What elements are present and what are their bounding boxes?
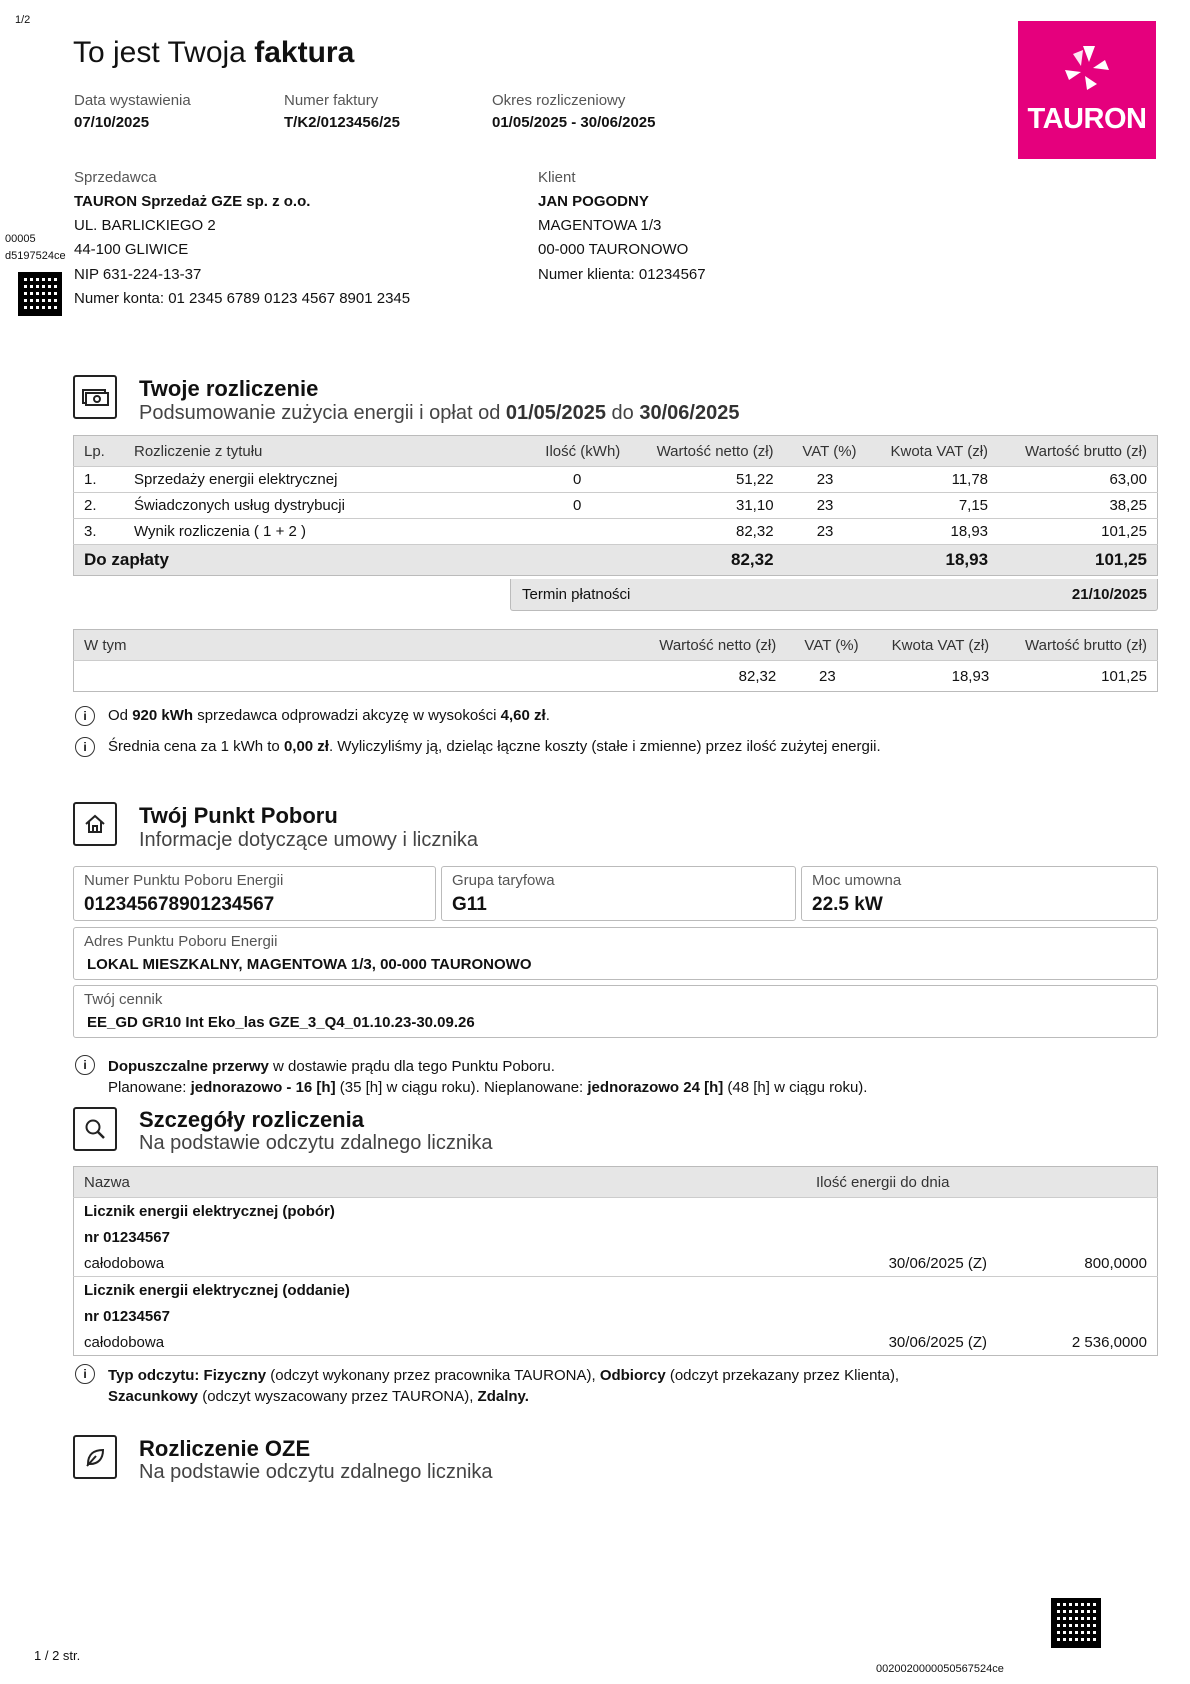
col-vat-amount: Kwota VAT (zł) <box>869 630 1000 661</box>
cell-title: Sprzedaży energii elektrycznej <box>124 467 524 493</box>
cell-title: Świadczonych usług dystrybucji <box>124 493 524 519</box>
cell-vat-rate: 23 <box>784 519 867 545</box>
wtym-header-row <box>74 630 1158 661</box>
meter-value: 800,0000 <box>1084 1254 1147 1272</box>
cell-vat-amount: 11,78 <box>867 467 999 493</box>
datamatrix-code <box>18 272 62 316</box>
table-row <box>74 493 1158 519</box>
power-box <box>801 866 1158 921</box>
seller-nip: NIP 631-224-13-37 <box>74 266 202 283</box>
info-icon: i <box>75 1364 95 1384</box>
total-net: 82,32 <box>630 545 783 576</box>
cell-gross: 101,25 <box>999 661 1157 692</box>
cell-qty <box>524 519 630 545</box>
cell-qty: 0 <box>524 467 630 493</box>
billing-header-row <box>74 436 1158 467</box>
total-label: Do zapłaty <box>74 545 525 576</box>
seller-city: 44-100 GLIWICE <box>74 241 189 258</box>
money-icon <box>73 375 117 419</box>
power-label: Moc umowna <box>812 872 902 889</box>
cell-qty: 0 <box>524 493 630 519</box>
cell-vat-rate: 23 <box>786 661 868 692</box>
meter-number: nr 01234567 <box>84 1228 170 1246</box>
cell-gross: 101,25 <box>998 519 1157 545</box>
table-row <box>74 661 1158 692</box>
cell-title: Wynik rozliczenia ( 1 + 2 ) <box>124 519 524 545</box>
cell-net: 51,22 <box>630 467 783 493</box>
reading-type-info: Typ odczytu: Fizyczny (odczyt wykonany przez pracownika TAURONA), Odbiorcy (odczyt przekazany przez Klienta), Szacunkowy (odczyt wyszacowany przez TAURONA), Zdalny. <box>108 1367 900 1405</box>
table-row <box>74 519 1158 545</box>
page-title: To jest Twoja faktura <box>73 36 355 69</box>
tariff-group: G11 <box>452 894 487 915</box>
footer-page-number: 1 / 2 str. <box>34 1648 81 1663</box>
seller-street: UL. BARLICKIEGO 2 <box>74 217 216 234</box>
cell-vat-amount: 18,93 <box>867 519 999 545</box>
meter-date: 30/06/2025 (Z) <box>888 1333 987 1351</box>
meter-table <box>73 1166 1158 1356</box>
due-date-box <box>510 579 1158 611</box>
ppe-label: Numer Punktu Poboru Energii <box>84 872 284 889</box>
ppe-box <box>73 866 436 921</box>
col-lp: Lp. <box>74 436 125 467</box>
billing-subtitle: Podsumowanie zużycia energii i opłat od 01/05/2025 do 30/06/2025 <box>139 402 740 424</box>
page-marker: 1/2 <box>15 14 31 26</box>
search-icon <box>73 1107 117 1151</box>
billing-title: Twoje rozliczenie <box>139 376 319 401</box>
meter-zone: całodobowa <box>84 1254 165 1272</box>
client-label: Klient <box>538 169 576 186</box>
pricelist-label: Twój cennik <box>84 991 163 1008</box>
point-address: LOKAL MIESZKALNY, MAGENTOWA 1/3, 00-000 TAURONOWO <box>87 956 532 973</box>
meter-date: 30/06/2025 (Z) <box>888 1254 987 1272</box>
cell-lp: 3. <box>74 519 125 545</box>
point-title: Twój Punkt Poboru <box>139 803 338 828</box>
avg-price-info: Średnia cena za 1 kWh to 0,00 zł. Wyliczyliśmy ją, dzieląc łączne koszty (stałe i zmienne) przez ilość zużytej energii. <box>108 738 881 755</box>
contract-power: 22.5 kW <box>812 894 883 915</box>
col-name: Nazwa <box>74 1167 795 1198</box>
oze-title: Rozliczenie OZE <box>139 1436 311 1461</box>
invoice-number: T/K2/0123456/25 <box>284 114 400 131</box>
meter-nr-row <box>74 1303 1158 1329</box>
meter-name: Licznik energii elektrycznej (pobór) <box>74 1198 1158 1225</box>
info-icon: i <box>75 706 95 726</box>
meter-value: 2 536,0000 <box>1071 1333 1147 1351</box>
cell-vat-rate: 23 <box>784 493 867 519</box>
tauron-logo <box>1018 21 1156 159</box>
seller-account: Numer konta: 01 2345 6789 0123 4567 8901 2345 <box>74 290 411 307</box>
col-vat-rate: VAT (%) <box>786 630 868 661</box>
col-net: Wartość netto (zł) <box>630 436 783 467</box>
wtym-table <box>73 629 1158 692</box>
col-gross: Wartość brutto (zł) <box>998 436 1157 467</box>
meter-name: Licznik energii elektrycznej (oddanie) <box>74 1277 1158 1304</box>
meter-reading-row <box>74 1329 1158 1356</box>
client-number: Numer klienta: 01234567 <box>538 266 706 283</box>
home-icon <box>73 802 117 846</box>
tariff-box <box>441 866 796 921</box>
cell-vat-amount: 7,15 <box>867 493 999 519</box>
total-gross: 101,25 <box>998 545 1157 576</box>
cell-lp: 1. <box>74 467 125 493</box>
period: 01/05/2025 - 30/06/2025 <box>492 114 656 131</box>
period-label: Okres rozliczeniowy <box>492 92 626 109</box>
meter-zone: całodobowa <box>84 1333 165 1351</box>
meter-name-row <box>74 1198 1158 1225</box>
info-icon: i <box>75 737 95 757</box>
tariff-label: Grupa taryfowa <box>452 872 555 889</box>
cell-lp: 2. <box>74 493 125 519</box>
address-box <box>73 927 1158 980</box>
billing-table <box>73 435 1158 576</box>
seller-name: TAURON Sprzedaż GZE sp. z o.o. <box>74 193 311 210</box>
footer-datamatrix <box>1051 1598 1101 1648</box>
excise-info: Od 920 kWh sprzedawca odprowadzi akcyzę w wysokości 4,60 zł. <box>108 707 550 724</box>
info-icon: i <box>75 1055 95 1075</box>
ppe-number: 012345678901234567 <box>84 894 275 915</box>
col-wtym: W tym <box>74 630 635 661</box>
details-subtitle: Na podstawie odczytu zdalnego licznika <box>139 1132 493 1154</box>
total-row <box>74 545 1158 576</box>
due-date: 21/10/2025 <box>1071 586 1147 603</box>
outage-info: Dopuszczalne przerwy w dostawie prądu dla tego Punktu Poboru. Planowane: jednorazowo - 16 [h] (35 [h] w ciągu roku). Nieplanowane: jednorazowo 24 [h] (48 [h] w ciągu roku). <box>108 1058 868 1096</box>
col-gross: Wartość brutto (zł) <box>999 630 1157 661</box>
cell-gross: 63,00 <box>998 467 1157 493</box>
meter-header-row <box>74 1167 1158 1198</box>
cell-vat-amount: 18,93 <box>869 661 1000 692</box>
address-label: Adres Punktu Poboru Energii <box>84 933 278 950</box>
client-street: MAGENTOWA 1/3 <box>538 217 662 234</box>
total-vat: 18,93 <box>867 545 999 576</box>
table-row <box>74 467 1158 493</box>
invoice-number-label: Numer faktury <box>284 92 379 109</box>
issue-date: 07/10/2025 <box>74 114 150 131</box>
meter-reading-row <box>74 1250 1158 1277</box>
cell-net: 82,32 <box>634 661 786 692</box>
oze-subtitle: Na podstawie odczytu zdalnego licznika <box>139 1461 493 1483</box>
footer-code: 0020020000050567524ce <box>876 1663 1004 1675</box>
col-energy-date: Ilość energii do dnia <box>794 1167 1158 1198</box>
col-title: Rozliczenie z tytułu <box>124 436 524 467</box>
meter-name-row <box>74 1277 1158 1304</box>
pricelist-box <box>73 985 1158 1038</box>
col-qty: Ilość (kWh) <box>524 436 630 467</box>
col-vat-amount: Kwota VAT (zł) <box>867 436 999 467</box>
logo-text: TAURON <box>1027 103 1147 135</box>
cell-vat-rate: 23 <box>784 467 867 493</box>
point-subtitle: Informacje dotyczące umowy i licznika <box>139 829 479 851</box>
cell-gross: 38,25 <box>998 493 1157 519</box>
issue-date-label: Data wystawienia <box>74 92 191 109</box>
client-name: JAN POGODNY <box>538 193 649 210</box>
leaf-icon <box>73 1435 117 1479</box>
tauron-star-icon <box>1018 21 1156 101</box>
meter-nr-row <box>74 1224 1158 1250</box>
client-city: 00-000 TAURONOWO <box>538 241 689 258</box>
cell-net: 31,10 <box>630 493 783 519</box>
due-date-label: Termin płatności <box>522 586 631 603</box>
seller-label: Sprzedawca <box>74 169 157 186</box>
pricelist: EE_GD GR10 Int Eko_las GZE_3_Q4_01.10.23-30.09.26 <box>87 1014 475 1031</box>
col-vat-rate: VAT (%) <box>784 436 867 467</box>
cell-net: 82,32 <box>630 519 783 545</box>
side-code-2: d5197524ce <box>5 250 66 262</box>
side-code-1: 00005 <box>5 233 36 245</box>
meter-number: nr 01234567 <box>84 1307 170 1325</box>
col-net: Wartość netto (zł) <box>634 630 786 661</box>
details-title: Szczegóły rozliczenia <box>139 1107 364 1132</box>
